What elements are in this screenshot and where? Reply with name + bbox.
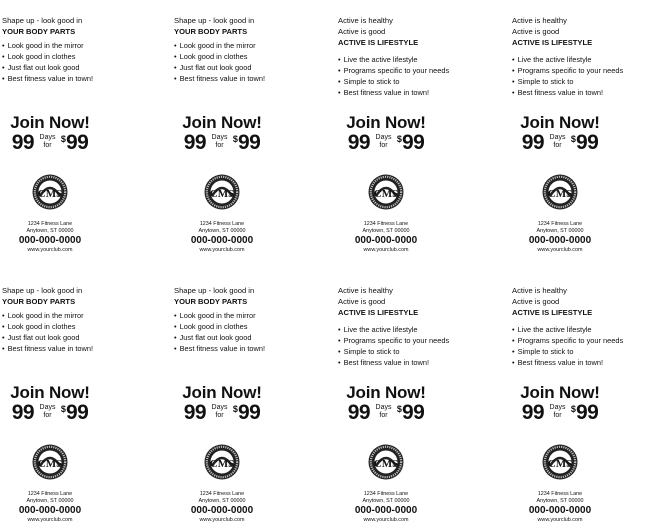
city-state-zip: Anytown, ST 00000 — [26, 228, 74, 234]
benefit-item: • Just flat out look good — [2, 332, 93, 343]
days-for-label — [40, 134, 56, 150]
street-address: 1234 Fitness Lane — [27, 221, 73, 227]
flyer-card — [172, 270, 332, 523]
benefit-item: • Best fitness value in town! — [174, 343, 265, 354]
intro-line: Active is good — [338, 27, 386, 36]
join-headline: Join Now! — [520, 383, 600, 402]
website-url: www.yourclub.com — [199, 247, 245, 253]
join-headline: Join Now! — [520, 113, 600, 132]
website-url: www.yourclub.com — [199, 517, 245, 523]
days-label: Days — [211, 404, 228, 411]
days-for-label — [550, 134, 566, 150]
join-headline: Join Now! — [10, 113, 90, 132]
website-url: www.yourclub.com — [537, 517, 583, 523]
benefit-list — [512, 54, 623, 98]
intro-line: ACTIVE IS LIFESTYLE — [512, 308, 593, 317]
intro-text — [2, 15, 82, 37]
intro-line: Active is good — [512, 27, 560, 36]
currency-symbol: $ — [60, 134, 66, 144]
benefit-list — [2, 40, 93, 84]
intro-line: ACTIVE IS LIFESTYLE — [512, 38, 593, 47]
cms-logo-icon — [368, 444, 404, 480]
days-label: Days — [549, 404, 566, 411]
benefit-item: • Live the active lifestyle — [338, 324, 449, 335]
benefit-list — [338, 324, 449, 368]
website-url: www.yourclub.com — [537, 247, 583, 253]
offer-price — [172, 401, 272, 425]
intro-text — [512, 285, 592, 318]
intro-text — [174, 285, 254, 307]
intro-text — [512, 15, 592, 48]
logo-letters: CMS — [209, 188, 235, 200]
for-label: for — [43, 142, 52, 149]
offer-price — [336, 401, 436, 425]
cms-logo-icon — [32, 174, 68, 210]
currency-symbol: $ — [396, 134, 402, 144]
benefit-item: • Look good in the mirror — [2, 310, 93, 321]
address — [0, 491, 100, 505]
cms-logo-icon — [204, 174, 240, 210]
days-number: 99 — [183, 401, 207, 424]
logo-letters: CMS — [37, 458, 63, 470]
address — [510, 221, 610, 235]
days-label: Days — [375, 134, 392, 141]
offer-price — [336, 131, 436, 155]
phone-number: 000-000-0000 — [18, 235, 82, 246]
benefit-item: • Live the active lifestyle — [512, 324, 623, 335]
price-amount: 99 — [575, 401, 599, 424]
price-amount: 99 — [237, 131, 261, 154]
flyer-card — [510, 270, 658, 523]
days-number: 99 — [521, 131, 545, 154]
benefit-item: • Just flat out look good — [174, 332, 265, 343]
intro-line: Active is good — [512, 297, 560, 306]
address — [336, 491, 436, 505]
flyer-card — [336, 270, 496, 523]
price-amount: 99 — [401, 131, 425, 154]
benefit-list — [338, 54, 449, 98]
currency-symbol: $ — [232, 134, 238, 144]
benefit-item: • Look good in the mirror — [174, 40, 265, 51]
intro-line: YOUR BODY PARTS — [174, 27, 248, 36]
intro-line: Shape up - look good in — [174, 286, 255, 295]
address — [336, 221, 436, 235]
intro-text — [174, 15, 254, 37]
benefit-list — [2, 310, 93, 354]
benefit-item: • Programs specific to your needs — [512, 335, 623, 346]
benefit-item: • Look good in clothes — [2, 51, 93, 62]
city-state-zip: Anytown, ST 00000 — [536, 228, 584, 234]
currency-symbol: $ — [60, 404, 66, 414]
days-number: 99 — [11, 401, 35, 424]
phone-number: 000-000-0000 — [354, 505, 418, 516]
cms-logo-icon — [204, 444, 240, 480]
benefit-item: • Look good in the mirror — [2, 40, 93, 51]
phone-number: 000-000-0000 — [354, 235, 418, 246]
cms-logo-icon — [542, 174, 578, 210]
flyer-card — [0, 0, 160, 253]
price-amount: 99 — [65, 131, 89, 154]
intro-line: ACTIVE IS LIFESTYLE — [338, 38, 419, 47]
website-url: www.yourclub.com — [363, 517, 409, 523]
intro-line: Shape up - look good in — [174, 16, 255, 25]
intro-text — [338, 285, 418, 318]
for-label: for — [215, 412, 224, 419]
days-number: 99 — [347, 401, 371, 424]
benefit-item: • Look good in the mirror — [174, 310, 265, 321]
cms-logo-icon — [32, 444, 68, 480]
days-for-label — [212, 134, 228, 150]
logo-letters: CMS — [209, 458, 235, 470]
benefit-item: • Programs specific to your needs — [512, 65, 623, 76]
benefit-item: • Best fitness value in town! — [512, 87, 623, 98]
days-number: 99 — [11, 131, 35, 154]
intro-line: ACTIVE IS LIFESTYLE — [338, 308, 419, 317]
benefit-item: • Look good in clothes — [174, 321, 265, 332]
intro-line: Active is good — [338, 297, 386, 306]
flyer-card — [0, 270, 160, 523]
price-amount: 99 — [401, 401, 425, 424]
phone-number: 000-000-0000 — [190, 235, 254, 246]
street-address: 1234 Fitness Lane — [199, 491, 245, 497]
benefit-item: • Just flat out look good — [2, 62, 93, 73]
benefit-item: • Best fitness value in town! — [338, 357, 449, 368]
city-state-zip: Anytown, ST 00000 — [362, 498, 410, 504]
currency-symbol: $ — [570, 134, 576, 144]
flyer-card — [510, 0, 658, 253]
benefit-item: • Just flat out look good — [174, 62, 265, 73]
join-headline: Join Now! — [182, 113, 262, 132]
join-headline: Join Now! — [346, 113, 426, 132]
days-for-label — [550, 404, 566, 420]
for-label: for — [215, 142, 224, 149]
for-label: for — [379, 412, 388, 419]
join-headline: Join Now! — [346, 383, 426, 402]
offer-price — [172, 131, 272, 155]
for-label: for — [379, 142, 388, 149]
logo-letters: CMS — [373, 458, 399, 470]
phone-number: 000-000-0000 — [18, 505, 82, 516]
price-amount: 99 — [65, 401, 89, 424]
currency-symbol: $ — [232, 404, 238, 414]
intro-text — [2, 285, 82, 307]
intro-line: Active is healthy — [512, 16, 567, 25]
address — [172, 491, 272, 505]
address — [510, 491, 610, 505]
website-url: www.yourclub.com — [363, 247, 409, 253]
days-for-label — [212, 404, 228, 420]
days-number: 99 — [521, 401, 545, 424]
benefit-item: • Look good in clothes — [174, 51, 265, 62]
flyer-card — [336, 0, 496, 253]
intro-line: Shape up - look good in — [2, 16, 83, 25]
phone-number: 000-000-0000 — [528, 235, 592, 246]
city-state-zip: Anytown, ST 00000 — [198, 228, 246, 234]
offer-price — [510, 131, 610, 155]
street-address: 1234 Fitness Lane — [199, 221, 245, 227]
city-state-zip: Anytown, ST 00000 — [198, 498, 246, 504]
days-number: 99 — [183, 131, 207, 154]
address — [172, 221, 272, 235]
join-headline: Join Now! — [182, 383, 262, 402]
street-address: 1234 Fitness Lane — [537, 491, 583, 497]
benefit-item: • Best fitness value in town! — [338, 87, 449, 98]
intro-line: YOUR BODY PARTS — [2, 27, 76, 36]
intro-line: YOUR BODY PARTS — [174, 297, 248, 306]
benefit-item: • Best fitness value in town! — [2, 343, 93, 354]
benefit-item: • Simple to stick to — [338, 346, 449, 357]
benefit-item: • Simple to stick to — [338, 76, 449, 87]
benefit-item: • Best fitness value in town! — [2, 73, 93, 84]
intro-line: Active is healthy — [512, 286, 567, 295]
intro-line: Active is healthy — [338, 16, 393, 25]
street-address: 1234 Fitness Lane — [363, 221, 409, 227]
street-address: 1234 Fitness Lane — [27, 491, 73, 497]
city-state-zip: Anytown, ST 00000 — [26, 498, 74, 504]
currency-symbol: $ — [396, 404, 402, 414]
flyer-card — [172, 0, 332, 253]
logo-letters: CMS — [37, 188, 63, 200]
for-label: for — [553, 142, 562, 149]
days-label: Days — [549, 134, 566, 141]
days-label: Days — [39, 134, 56, 141]
website-url: www.yourclub.com — [27, 247, 73, 253]
benefit-list — [174, 40, 265, 84]
benefit-item: • Best fitness value in town! — [174, 73, 265, 84]
for-label: for — [553, 412, 562, 419]
benefit-item: • Look good in clothes — [2, 321, 93, 332]
phone-number: 000-000-0000 — [190, 505, 254, 516]
address — [0, 221, 100, 235]
price-amount: 99 — [237, 401, 261, 424]
intro-line: Active is healthy — [338, 286, 393, 295]
benefit-item: • Programs specific to your needs — [338, 335, 449, 346]
benefit-item: • Simple to stick to — [512, 346, 623, 357]
intro-line: YOUR BODY PARTS — [2, 297, 76, 306]
street-address: 1234 Fitness Lane — [363, 491, 409, 497]
street-address: 1234 Fitness Lane — [537, 221, 583, 227]
benefit-item: • Live the active lifestyle — [338, 54, 449, 65]
price-amount: 99 — [575, 131, 599, 154]
days-label: Days — [39, 404, 56, 411]
days-for-label — [40, 404, 56, 420]
days-label: Days — [375, 404, 392, 411]
for-label: for — [43, 412, 52, 419]
city-state-zip: Anytown, ST 00000 — [536, 498, 584, 504]
days-label: Days — [211, 134, 228, 141]
benefit-item: • Live the active lifestyle — [512, 54, 623, 65]
join-headline: Join Now! — [10, 383, 90, 402]
intro-text — [338, 15, 418, 48]
days-for-label — [376, 134, 392, 150]
benefit-item: • Simple to stick to — [512, 76, 623, 87]
benefit-list — [174, 310, 265, 354]
offer-price — [0, 401, 100, 425]
offer-price — [0, 131, 100, 155]
logo-letters: CMS — [547, 188, 573, 200]
days-number: 99 — [347, 131, 371, 154]
logo-letters: CMS — [547, 458, 573, 470]
benefit-item: • Best fitness value in town! — [512, 357, 623, 368]
cms-logo-icon — [542, 444, 578, 480]
benefit-item: • Programs specific to your needs — [338, 65, 449, 76]
currency-symbol: $ — [570, 404, 576, 414]
logo-letters: CMS — [373, 188, 399, 200]
offer-price — [510, 401, 610, 425]
city-state-zip: Anytown, ST 00000 — [362, 228, 410, 234]
intro-line: Shape up - look good in — [2, 286, 83, 295]
benefit-list — [512, 324, 623, 368]
phone-number: 000-000-0000 — [528, 505, 592, 516]
website-url: www.yourclub.com — [27, 517, 73, 523]
cms-logo-icon — [368, 174, 404, 210]
days-for-label — [376, 404, 392, 420]
